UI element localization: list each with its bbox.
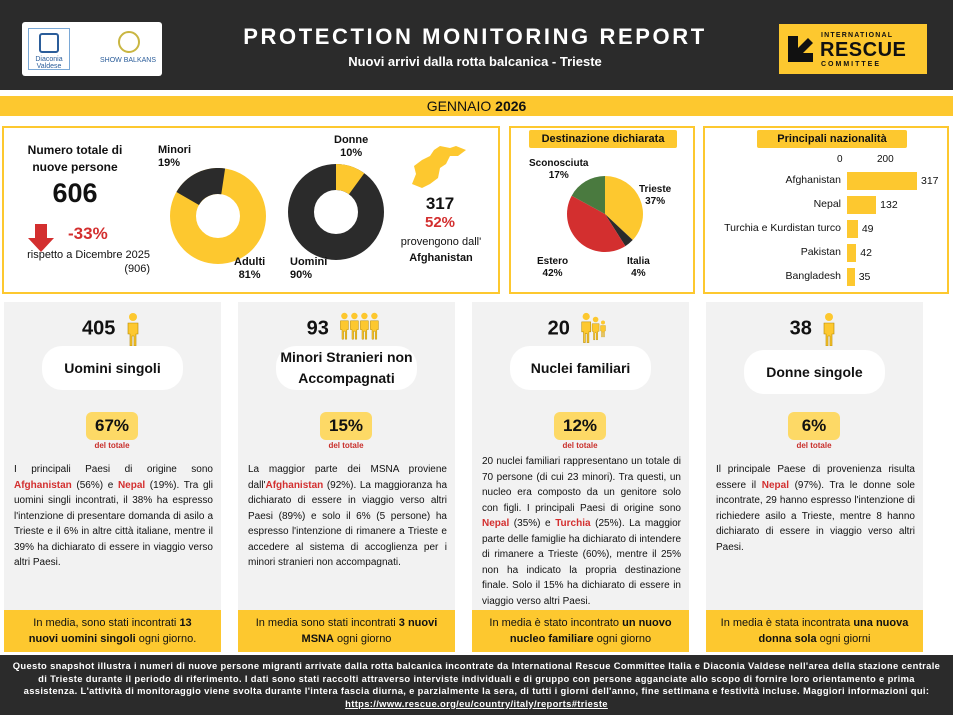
month-banner	[0, 96, 953, 116]
para-text: (19%). Tra gli uomini singli incontrati, il 38% ha espresso l'intenzione di presentare domanda di asilo a Trieste e il 6% in altre città italiane, mentre il 39% ha dichiarato di essere in viaggio verso altri Paesi.	[14, 479, 213, 568]
irc-logo	[779, 24, 927, 74]
adulti-pct: 81%	[238, 269, 261, 281]
bar-value-label: 49	[861, 223, 874, 235]
column-title	[42, 346, 183, 390]
para-text: (97%). Tra le donne sole incontrate, 29 hanno espresso l'intenzione di richiedere asilo a Trieste, mentre 8 hanno dichiarato di essere in viaggio verso altri Paesi.	[716, 479, 915, 553]
afg-count: 317	[425, 194, 455, 213]
foot-text: In media è stata incontrata	[720, 617, 854, 629]
dest-name: Trieste	[639, 184, 672, 195]
foot-text: 3 nuovi MSNA	[301, 617, 438, 645]
dest-name: Italia	[627, 256, 650, 267]
para-text: (92%). La maggioranza ha dichiarato di essere in viaggio verso altri Paesi (89%) e solo il 6% (5 persone) ha espresso l'intenzione di rimanere a Trieste e accedere al sistema di accoglienza per i minori stranieri non accompagnati.	[248, 479, 447, 568]
afg-pct: 52%	[424, 214, 456, 231]
summary-box	[2, 126, 500, 294]
people-icon	[338, 312, 386, 346]
nationalities-title: Principali nazionalità	[757, 130, 907, 148]
column-title-text: Minori Stranieri non Accompagnati	[280, 349, 413, 386]
people-icon	[821, 312, 839, 346]
donne-uomini-donut	[288, 164, 384, 260]
para-text: Il principale Paese di provenienza risulta essere il	[716, 464, 915, 491]
country-highlight: Nepal	[117, 479, 146, 491]
country-highlight: Nepal	[761, 479, 789, 491]
donne-label-group	[334, 134, 368, 160]
month-year: 2026	[495, 98, 527, 114]
donne-pct: 10%	[340, 147, 363, 159]
column-footer	[238, 610, 455, 652]
bar-2	[847, 220, 858, 238]
donne-label: Donne	[334, 134, 369, 146]
people-icon	[125, 312, 143, 346]
foot-text: ogni giorni	[816, 633, 871, 645]
afg-note: provengono dall'	[400, 236, 482, 248]
diaconia-mark-icon	[39, 33, 59, 53]
footer-link[interactable]: https://www.rescue.org/eu/country/italy/reports#trieste	[345, 697, 608, 709]
header-bar	[0, 0, 953, 90]
uomini-label-group	[290, 256, 327, 282]
column-count-row	[238, 312, 455, 346]
minori-label-group	[158, 144, 191, 170]
show-balkans-logo	[100, 28, 156, 70]
column-footer	[706, 610, 923, 652]
column-count: 405	[82, 317, 116, 340]
foot-text: 13 nuovi uomini singoli	[28, 617, 192, 645]
adulti-label-group	[234, 256, 265, 282]
foot-text: ogni giorno.	[135, 633, 197, 645]
para-text: I principali Paesi di origine sono	[14, 464, 213, 475]
irc-logo-line1: INTERNATIONAL	[821, 32, 894, 39]
country-highlight: Turchia	[555, 518, 591, 529]
column-paragraph	[248, 462, 447, 571]
foot-text: ogni giorno	[333, 633, 392, 645]
column-tot: del totale	[328, 441, 364, 450]
foot-text: una nuova donna sola	[758, 617, 909, 645]
bar-category-label: Turchia e Kurdistan turco	[724, 222, 841, 234]
bar-category-label: Nepal	[813, 198, 841, 210]
column-pct: 12%	[554, 412, 606, 440]
people-icon	[579, 312, 613, 346]
axis-tick-0: 0	[837, 154, 843, 165]
destination-pie	[563, 172, 647, 256]
para-text: (56%) e	[71, 479, 118, 491]
dest-label-estero	[537, 256, 568, 280]
para-text: La maggior parte dei MSNA proviene dall'	[248, 464, 447, 491]
column-2	[472, 302, 689, 652]
column-count: 93	[306, 317, 329, 340]
bar-category-label: Bangladesh	[785, 270, 841, 282]
foot-text: un nuovo nucleo familiare	[509, 617, 672, 645]
minori-label: Minori	[158, 144, 191, 156]
afg-country: Afghanistan	[409, 252, 473, 264]
dest-label-italia	[627, 256, 650, 280]
dest-label-trieste	[639, 184, 671, 208]
column-1	[238, 302, 455, 652]
minori-adulti-donut	[170, 168, 266, 264]
report-subtitle: Nuovi arrivi dalla rotta balcanica - Trieste	[348, 54, 602, 69]
column-title-text: Nuclei familiari	[530, 359, 631, 376]
column-tot: del totale	[94, 441, 130, 450]
dest-name: Sconosciuta	[529, 158, 589, 169]
column-title-text: Donne singole	[766, 363, 863, 380]
show-balkans-mark-icon	[118, 31, 140, 53]
column-title-text: Uomini singoli	[64, 359, 161, 376]
column-footer	[4, 610, 221, 652]
footer-note	[0, 655, 953, 715]
bar-1	[847, 196, 876, 214]
dest-pct: 37%	[645, 196, 666, 207]
change-note: rispetto a Dicembre 2025 (906)	[27, 249, 150, 275]
afghanistan-map-icon	[410, 144, 468, 190]
total-label: Numero totale di nuove persone	[27, 143, 123, 174]
column-tot: del totale	[796, 441, 832, 450]
diaconia-logo-text: Diaconia Valdese	[35, 56, 63, 70]
dest-label-sconosciuta	[529, 158, 588, 182]
para-text: (35%) e	[509, 518, 556, 529]
destination-title: Destinazione dichiarata	[529, 130, 677, 148]
change-value: -33%	[68, 224, 108, 243]
foot-text: In media è stato incontrato	[489, 617, 623, 629]
irc-logo-line3: COMMITTEE	[821, 61, 881, 68]
column-count: 38	[789, 317, 812, 340]
irc-logo-line2: RESCUE	[820, 39, 907, 61]
show-balkans-logo-text: SHOW BALKANS	[100, 57, 157, 64]
minori-pct: 19%	[158, 157, 181, 169]
report-title: PROTECTION MONITORING REPORT	[243, 24, 707, 49]
total-value: 606	[52, 178, 98, 208]
dest-pct: 42%	[542, 268, 563, 279]
bar-category-label: Afghanistan	[785, 174, 841, 186]
adulti-label: Adulti	[234, 256, 266, 268]
bar-4	[847, 268, 855, 286]
column-count: 20	[547, 317, 570, 340]
country-highlight: Afghanistan	[265, 479, 324, 491]
column-0	[4, 302, 221, 652]
para-text: (25%). La maggior parte delle famiglie ha dichiarato di intendere di rimanere a Trieste (60%), mentre il 25% non ha indicato la propria destinazione finale. Solo il 15% ha dichiarato di essere in viaggio verso altri Paesi.	[482, 518, 682, 607]
column-pct: 15%	[320, 412, 372, 440]
country-highlight: Nepal	[482, 518, 510, 529]
foot-text: In media sono stati incontrati	[255, 617, 399, 629]
dest-pct: 17%	[548, 170, 569, 181]
column-pct: 6%	[788, 412, 840, 440]
irc-arrow-icon	[786, 34, 814, 64]
foot-text: In media, sono stati incontrati	[33, 617, 180, 629]
bar-category-label: Pakistan	[800, 246, 841, 258]
bar-value-label: 132	[880, 199, 898, 211]
column-title	[744, 350, 885, 394]
column-count-row	[472, 312, 689, 346]
bar-0	[847, 172, 917, 190]
column-title	[276, 346, 417, 390]
nationalities-box	[703, 126, 949, 294]
bar-value-label: 35	[858, 271, 871, 283]
dest-pct: 4%	[631, 268, 646, 279]
column-3	[706, 302, 923, 652]
footer-text: Questo snapshot illustra i numeri di nuove persone migranti arrivate dalla rotta balcanica incontrate da International Rescue Committee Italia e Diaconia Valdese nell'area della stazione centrale di Trieste durante il periodo di riferimento. I dati sono stati raccolti attraverso interviste individuali e di gruppo con persone agganciate allo scopo di fornire loro orientamento e prima assistenza. L'attività di monitoraggio viene svolta durante l'intera fascia diurna, e parzialmente la sera, di tutti i giorni dell'anno, fine settimana e festività incluse. Maggiori informazioni qui:	[12, 660, 941, 696]
column-paragraph	[14, 462, 213, 571]
column-count-row	[4, 312, 221, 346]
nationalities-bar-chart	[705, 172, 947, 290]
axis-tick-200: 200	[877, 154, 894, 165]
column-tot: del totale	[562, 441, 598, 450]
dest-name: Estero	[537, 256, 569, 267]
column-title	[510, 346, 651, 390]
foot-text: ogni giorno	[593, 633, 652, 645]
uomini-pct: 90%	[290, 269, 313, 281]
bar-value-label: 317	[921, 175, 939, 187]
para-text: 20 nuclei familiari rappresentano un totale di 70 persone (di cui 23 minori). Tra questi, un nucleo era composto da un genitore solo con figli. I principali Paesi di origine sono	[482, 456, 681, 514]
column-pct: 67%	[86, 412, 138, 440]
partner-logos	[22, 22, 162, 76]
column-paragraph	[716, 462, 915, 555]
bar-value-label: 42	[860, 247, 872, 259]
bar-3	[847, 244, 856, 262]
destination-box	[509, 126, 695, 294]
uomini-label: Uomini	[290, 256, 328, 268]
diaconia-logo	[28, 28, 70, 70]
column-count-row	[706, 312, 923, 346]
month-label: GENNAIO	[426, 98, 492, 114]
country-highlight: Afghanistan	[14, 479, 72, 491]
column-footer	[472, 610, 689, 652]
column-paragraph	[482, 454, 681, 609]
